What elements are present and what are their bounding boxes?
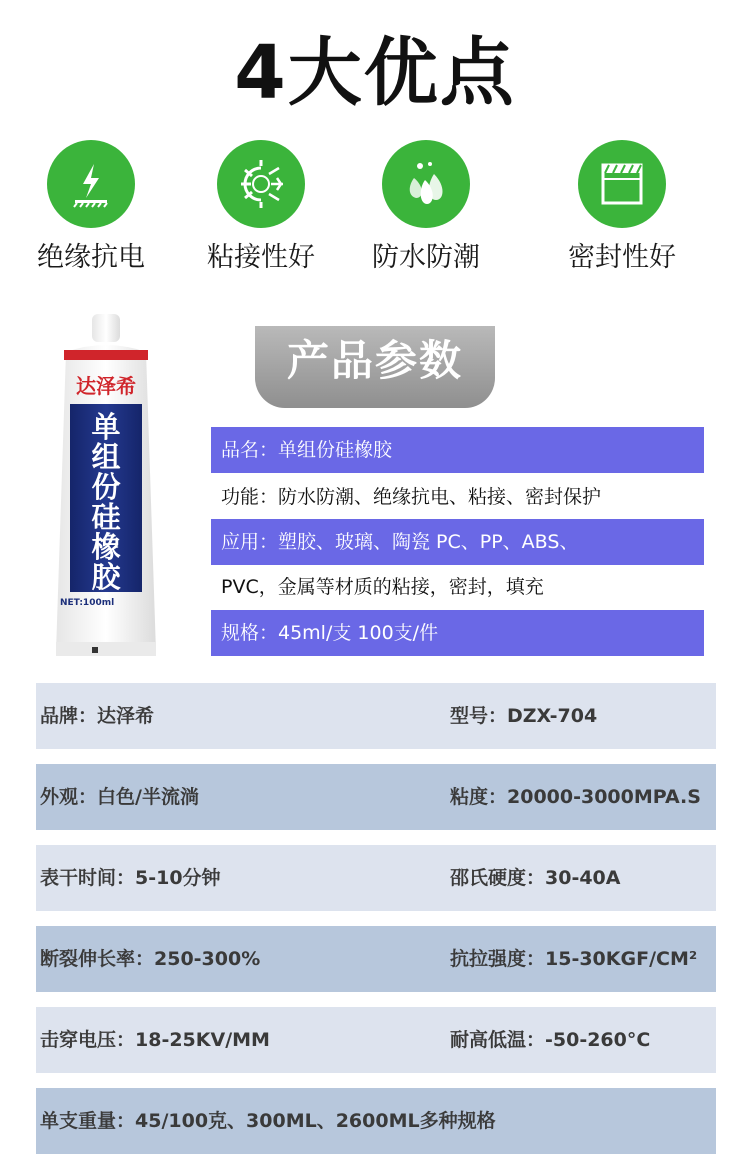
- lightning-ground-icon: [47, 140, 135, 228]
- param-row: 品名：单组份硅橡胶: [211, 427, 704, 473]
- feature-label: 防水防潮: [372, 242, 480, 273]
- spec-left: 击穿电压：18-25KV/MM: [40, 1029, 270, 1051]
- spec-left: 品牌：达泽希: [40, 705, 155, 727]
- spec-right: 粘度：20000-3000MPA.S: [450, 786, 701, 808]
- features-section: [0, 140, 750, 280]
- water-drops-icon: [382, 140, 470, 228]
- product-net-label: NET:100ml: [60, 598, 115, 608]
- feature-adhesion: [181, 140, 341, 278]
- spec-right: 抗拉强度：15-30KGF/CM²: [450, 948, 698, 970]
- params-heading: 产品参数: [255, 326, 495, 408]
- param-row: PVC，金属等材质的粘接，密封，填充: [221, 576, 544, 598]
- param-row: 功能：防水防潮、绝缘抗电、粘接、密封保护: [221, 486, 602, 508]
- feature-waterproof: [346, 140, 506, 278]
- spec-left: 表干时间：5-10分钟: [40, 867, 221, 889]
- spec-row: [36, 1088, 716, 1154]
- feature-insulation: [11, 140, 171, 278]
- spec-right: 邵氏硬度：30-40A: [450, 867, 621, 889]
- sealed-box-icon: [578, 140, 666, 228]
- spec-right: 耐高低温：-50-260°C: [450, 1029, 651, 1051]
- sun-snowflake-icon: [217, 140, 305, 228]
- spec-row: [36, 683, 716, 749]
- product-name: 单 组 份 硅 橡 胶: [91, 410, 121, 594]
- param-row: 规格：45ml/支 100支/件: [211, 610, 704, 656]
- feature-sealing: [542, 140, 702, 278]
- feature-label: 绝缘抗电: [37, 242, 145, 273]
- page-title: 4大优点: [234, 30, 516, 116]
- spec-right: 型号：DZX-704: [450, 705, 598, 727]
- param-row: 应用：塑胶、玻璃、陶瓷 PC、PP、ABS、: [211, 519, 704, 565]
- product-tube-image: [52, 312, 160, 660]
- spec-left: 断裂伸长率：250-300%: [40, 948, 261, 970]
- spec-row: [36, 926, 716, 992]
- spec-row: [36, 764, 716, 830]
- spec-left: 单支重量：45/100克、300ML、2600ML多种规格: [40, 1110, 496, 1132]
- product-brand: 达泽希: [76, 374, 136, 398]
- spec-row: [36, 1007, 716, 1073]
- spec-row: [36, 845, 716, 911]
- spec-left: 外观：白色/半流淌: [40, 786, 199, 808]
- feature-label: 粘接性好: [207, 242, 315, 273]
- feature-label: 密封性好: [568, 242, 676, 273]
